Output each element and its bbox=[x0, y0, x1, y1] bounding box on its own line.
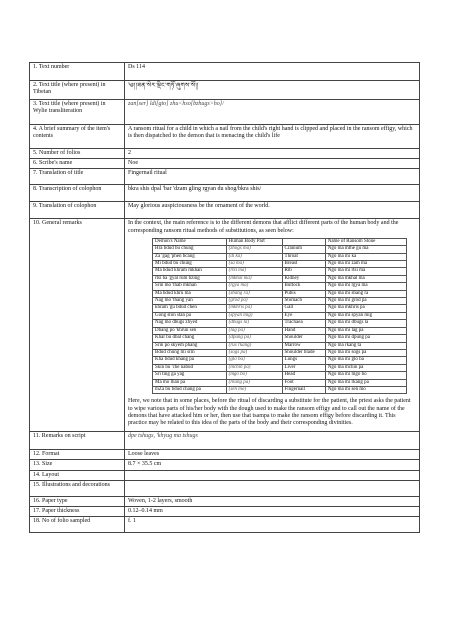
demon-row bbox=[153, 364, 407, 371]
demon-row bbox=[153, 283, 407, 290]
demon-cell: Ma bdud khru ma bbox=[153, 290, 227, 297]
demon-cell: Ngo ma mkhris pa bbox=[325, 305, 406, 312]
field-label: 15. Illustrations and decorations bbox=[30, 480, 125, 496]
field-label: 1. Text number bbox=[30, 63, 125, 81]
catalogue-row bbox=[30, 185, 420, 202]
catalogue-row bbox=[30, 506, 420, 516]
demon-cell: (rtsi ma) bbox=[226, 268, 282, 275]
field-label: 10. General remarks bbox=[30, 219, 125, 432]
catalogue-row bbox=[30, 169, 420, 185]
demon-row bbox=[153, 253, 407, 260]
remarks-intro: In the context, the main reference is to the different demons that afflict different parts of the human body and the corresponding ransom ritual methods of substitutions, as seen below: bbox=[128, 220, 399, 234]
field-label: 2. Text title (where present) in Tibetan bbox=[30, 81, 125, 100]
demon-row bbox=[153, 261, 407, 268]
demon-cell: (spyan mig) bbox=[226, 312, 282, 319]
demon-column-header bbox=[282, 238, 325, 245]
demon-row bbox=[153, 275, 407, 282]
catalogue-row bbox=[30, 125, 420, 149]
demon-cell: Stomach bbox=[282, 298, 325, 305]
demon-cell: Throat bbox=[282, 253, 325, 260]
catalogue-row bbox=[30, 219, 420, 432]
demon-cell: Ngo ma mchin pa bbox=[325, 364, 406, 371]
demon-cell: (di ka) bbox=[226, 253, 282, 260]
demon-cell: (rus rkang) bbox=[226, 342, 282, 349]
demon-cell: Mi bdud bu chung bbox=[153, 261, 227, 268]
demon-row bbox=[153, 335, 407, 342]
demon-cell: Sri ting ga yag bbox=[153, 372, 227, 379]
field-value: A ransom ritual for a child in which a nail from the child's right hand is clipped and placed in the ransom effigy, which is then dispatched to the demon that is menacing the child's life bbox=[125, 125, 420, 149]
demon-cell: Ngo ma mi grod pa bbox=[325, 298, 406, 305]
demon-cell: Gall bbox=[282, 305, 325, 312]
field-label: 3. Text title (where present) in Wylie transliteration bbox=[30, 100, 125, 125]
demon-cell: (mkhris pa) bbox=[226, 305, 282, 312]
demon-column-header: Demon's Name bbox=[153, 238, 227, 245]
demon-cell: Fingernail bbox=[282, 386, 325, 393]
demon-row bbox=[153, 342, 407, 349]
demon-cell: Trachaea bbox=[282, 320, 325, 327]
demon-row bbox=[153, 327, 407, 334]
demon-cell: Ngo ma mi sogs pa bbox=[325, 349, 406, 356]
remarks-outro: Here, we note that in some places, before the ritual of discarding a substitute for the patient, the priest asks the patient to wipe various parts of his/her body with the dough used to make the ransom effigy and to call out the name of the demons that have attacked him or her, then use that tsampa to make the ransom effigy before discarding it. This practice may be related to this idea of the parts of the body and their corresponding divinities. bbox=[128, 398, 411, 426]
demon-row bbox=[153, 268, 407, 275]
demon-cell: (rkang pa) bbox=[226, 379, 282, 386]
demon-cell: (grod pa) bbox=[226, 298, 282, 305]
field-value: f. 1 bbox=[125, 517, 420, 533]
demon-cell: Ngo ma mi rtsi ma bbox=[325, 268, 406, 275]
demon-cell: Ngo ma mi rgya ma bbox=[325, 283, 406, 290]
demon-cell: Liver bbox=[282, 364, 325, 371]
demon-cell: Pubis bbox=[282, 290, 325, 297]
field-label: 7. Translation of title bbox=[30, 169, 125, 185]
demon-cell: Head bbox=[282, 372, 325, 379]
field-value: Fingernail ritual bbox=[125, 169, 420, 185]
demon-cell: (sogs pa) bbox=[226, 349, 282, 356]
demon-cell: Ngo ma mkhal ma bbox=[325, 275, 406, 282]
demon-cell: (mchin pa) bbox=[226, 364, 282, 371]
demon-row bbox=[153, 357, 407, 364]
demon-cell: Gong ston stan pa bbox=[153, 312, 227, 319]
field-label: 16. Paper type bbox=[30, 496, 125, 506]
demon-cell: (sa ma) bbox=[226, 261, 282, 268]
field-label: 11. Remarks on script bbox=[30, 432, 125, 450]
field-value bbox=[125, 470, 420, 480]
field-value: Noe bbox=[125, 159, 420, 169]
catalogue-table bbox=[29, 62, 420, 533]
demon-row bbox=[153, 305, 407, 312]
catalogue-row bbox=[30, 81, 420, 100]
demon-row bbox=[153, 372, 407, 379]
catalogue-row bbox=[30, 480, 420, 496]
demon-cell: Hra bdud bu chung bbox=[153, 246, 227, 253]
catalogue-row bbox=[30, 159, 420, 169]
field-label: 9. Translation of colophon bbox=[30, 202, 125, 219]
demon-row bbox=[153, 379, 407, 386]
demon-cell: Nag mo dbugs zhyed bbox=[153, 320, 227, 327]
catalogue-row bbox=[30, 450, 420, 460]
demon-cell: Ngo ma rkang ta bbox=[325, 342, 406, 349]
field-value: ༄།།ཟན་སེར་ལྡིང་གཏོ་ཞུགས་སོ།། bbox=[125, 81, 420, 100]
catalogue-row bbox=[30, 470, 420, 480]
demon-cell: Cranium bbox=[282, 246, 325, 253]
catalogue-row bbox=[30, 63, 420, 81]
demon-cell: mZa bu bdud chang pa bbox=[153, 386, 227, 393]
field-value: May glorious auspiciousness be the ornament of the world. bbox=[125, 202, 420, 219]
demon-cell: Skin bu 'che nabud bbox=[153, 364, 227, 371]
field-value: Ds 114 bbox=[125, 63, 420, 81]
field-label: 17. Paper thickness bbox=[30, 506, 125, 516]
field-label: 12. Format bbox=[30, 450, 125, 460]
field-label: 8. Transcription of colophon bbox=[30, 185, 125, 202]
catalogue-row bbox=[30, 432, 420, 450]
demon-cell: (dbugs la) bbox=[226, 320, 282, 327]
demon-cell: Marrow bbox=[282, 342, 325, 349]
demon-cell: Kidney bbox=[282, 275, 325, 282]
general-remarks bbox=[125, 219, 420, 432]
demon-cell: khram 'gu bdud chen bbox=[153, 305, 227, 312]
demon-cell: (mkhal ma) bbox=[226, 275, 282, 282]
demon-cell: (zhogs ma) bbox=[226, 246, 282, 253]
field-value: 0.12–0.14 mm bbox=[125, 506, 420, 516]
field-label: 6. Scribe's name bbox=[30, 159, 125, 169]
demon-cell: Ngo ma mi glo ba bbox=[325, 357, 406, 364]
field-value: dpe tshugs, 'khyug ma tshugs bbox=[125, 432, 420, 450]
catalogue-row bbox=[30, 496, 420, 506]
field-label: 14. Layout bbox=[30, 470, 125, 480]
demon-cell: Buttock bbox=[282, 283, 325, 290]
field-value: bkra shis dpal 'bar 'dzam gling rgyan du shog/bkra shis/ bbox=[125, 185, 420, 202]
field-value: Loose leaves bbox=[125, 450, 420, 460]
demon-row bbox=[153, 246, 407, 253]
demon-cell: rtsi ba 'gyal rum bzing bbox=[153, 275, 227, 282]
demon-cell: Srin mo 'thab mkhan bbox=[153, 283, 227, 290]
demon-cell: Ngo ma mi sbang ra bbox=[325, 290, 406, 297]
demon-cell: (sbang ra) bbox=[226, 290, 282, 297]
field-value bbox=[125, 480, 420, 496]
demon-cell: Dbang po 'khrun sen bbox=[153, 327, 227, 334]
demon-cell: Breast bbox=[282, 261, 325, 268]
demon-cell: Ngo ma mi dbugs la bbox=[325, 320, 406, 327]
demon-cell: Lungs bbox=[282, 357, 325, 364]
demon-row bbox=[153, 320, 407, 327]
demon-cell: Hand bbox=[282, 327, 325, 334]
demon-cell: Ngo ma mi rkang pa bbox=[325, 379, 406, 386]
demon-cell: (mgo bo) bbox=[226, 372, 282, 379]
demon-cell: Bdud chung mi srin bbox=[153, 349, 227, 356]
demon-cell: Ngo ma mi mgo bo bbox=[325, 372, 406, 379]
field-label: 5. Number of folios bbox=[30, 149, 125, 159]
demon-row bbox=[153, 290, 407, 297]
catalogue-row bbox=[30, 460, 420, 470]
catalogue-row bbox=[30, 517, 420, 533]
demon-cell: Ngo ma mi dpung pa bbox=[325, 335, 406, 342]
demon-cell: Ma mo lhan pa bbox=[153, 379, 227, 386]
demon-table-header bbox=[153, 238, 407, 245]
demon-cell: Shoulder bbox=[282, 335, 325, 342]
demon-row bbox=[153, 298, 407, 305]
demon-column-header: Human Body Part bbox=[226, 238, 282, 245]
demon-table bbox=[152, 238, 407, 395]
field-value: 8.7 × 35.5 cm bbox=[125, 460, 420, 470]
catalogue-row bbox=[30, 149, 420, 159]
demon-cell: Ngo ma mi lag pa bbox=[325, 327, 406, 334]
demon-cell: Rib bbox=[282, 268, 325, 275]
demon-row bbox=[153, 349, 407, 356]
demon-cell: Eye bbox=[282, 312, 325, 319]
demon-cell: (rgya ma) bbox=[226, 283, 282, 290]
catalogue-row bbox=[30, 100, 420, 125]
field-value: zan[ser] ldi[gto] zhu<hso[bzhugs>ho]/ bbox=[125, 100, 420, 125]
demon-cell: Srin po skyem phang bbox=[153, 342, 227, 349]
demon-cell: (lag pa) bbox=[226, 327, 282, 334]
demon-cell: Ma bdud khram mkhan bbox=[153, 268, 227, 275]
catalogue-row bbox=[30, 202, 420, 219]
field-label: 18. No of folio sampled bbox=[30, 517, 125, 533]
demon-cell: (glo ba) bbox=[226, 357, 282, 364]
demon-column-header: Name of Ransom Stone bbox=[325, 238, 406, 245]
demon-cell: Ngo ma mi spyan mig bbox=[325, 312, 406, 319]
demon-cell: Za 'gag 'phen bcang bbox=[153, 253, 227, 260]
demon-cell: Foot bbox=[282, 379, 325, 386]
demon-row bbox=[153, 312, 407, 319]
demon-cell: Shoulder blade bbox=[282, 349, 325, 356]
field-label: 13. Size bbox=[30, 460, 125, 470]
demon-cell: Kha bdud khang pa bbox=[153, 357, 227, 364]
demon-cell: Ngo ma mi ka bbox=[325, 253, 406, 260]
demon-cell: Ngo ma mi sen mo bbox=[325, 386, 406, 393]
field-value: Woven, 1-2 layers, smooth bbox=[125, 496, 420, 506]
demon-cell: Khar bu dbal chang bbox=[153, 335, 227, 342]
demon-cell: Nag mo 'thang yan bbox=[153, 298, 227, 305]
demon-cell: Ngo ma mi zam ma bbox=[325, 261, 406, 268]
demon-cell: (sen mo) bbox=[226, 386, 282, 393]
field-value: 2 bbox=[125, 149, 420, 159]
demon-row bbox=[153, 386, 407, 393]
field-label: 4. A brief summary of the item's contents bbox=[30, 125, 125, 149]
demon-cell: (dpung pa) bbox=[226, 335, 282, 342]
demon-cell: Ngo ma mthe gu ma bbox=[325, 246, 406, 253]
